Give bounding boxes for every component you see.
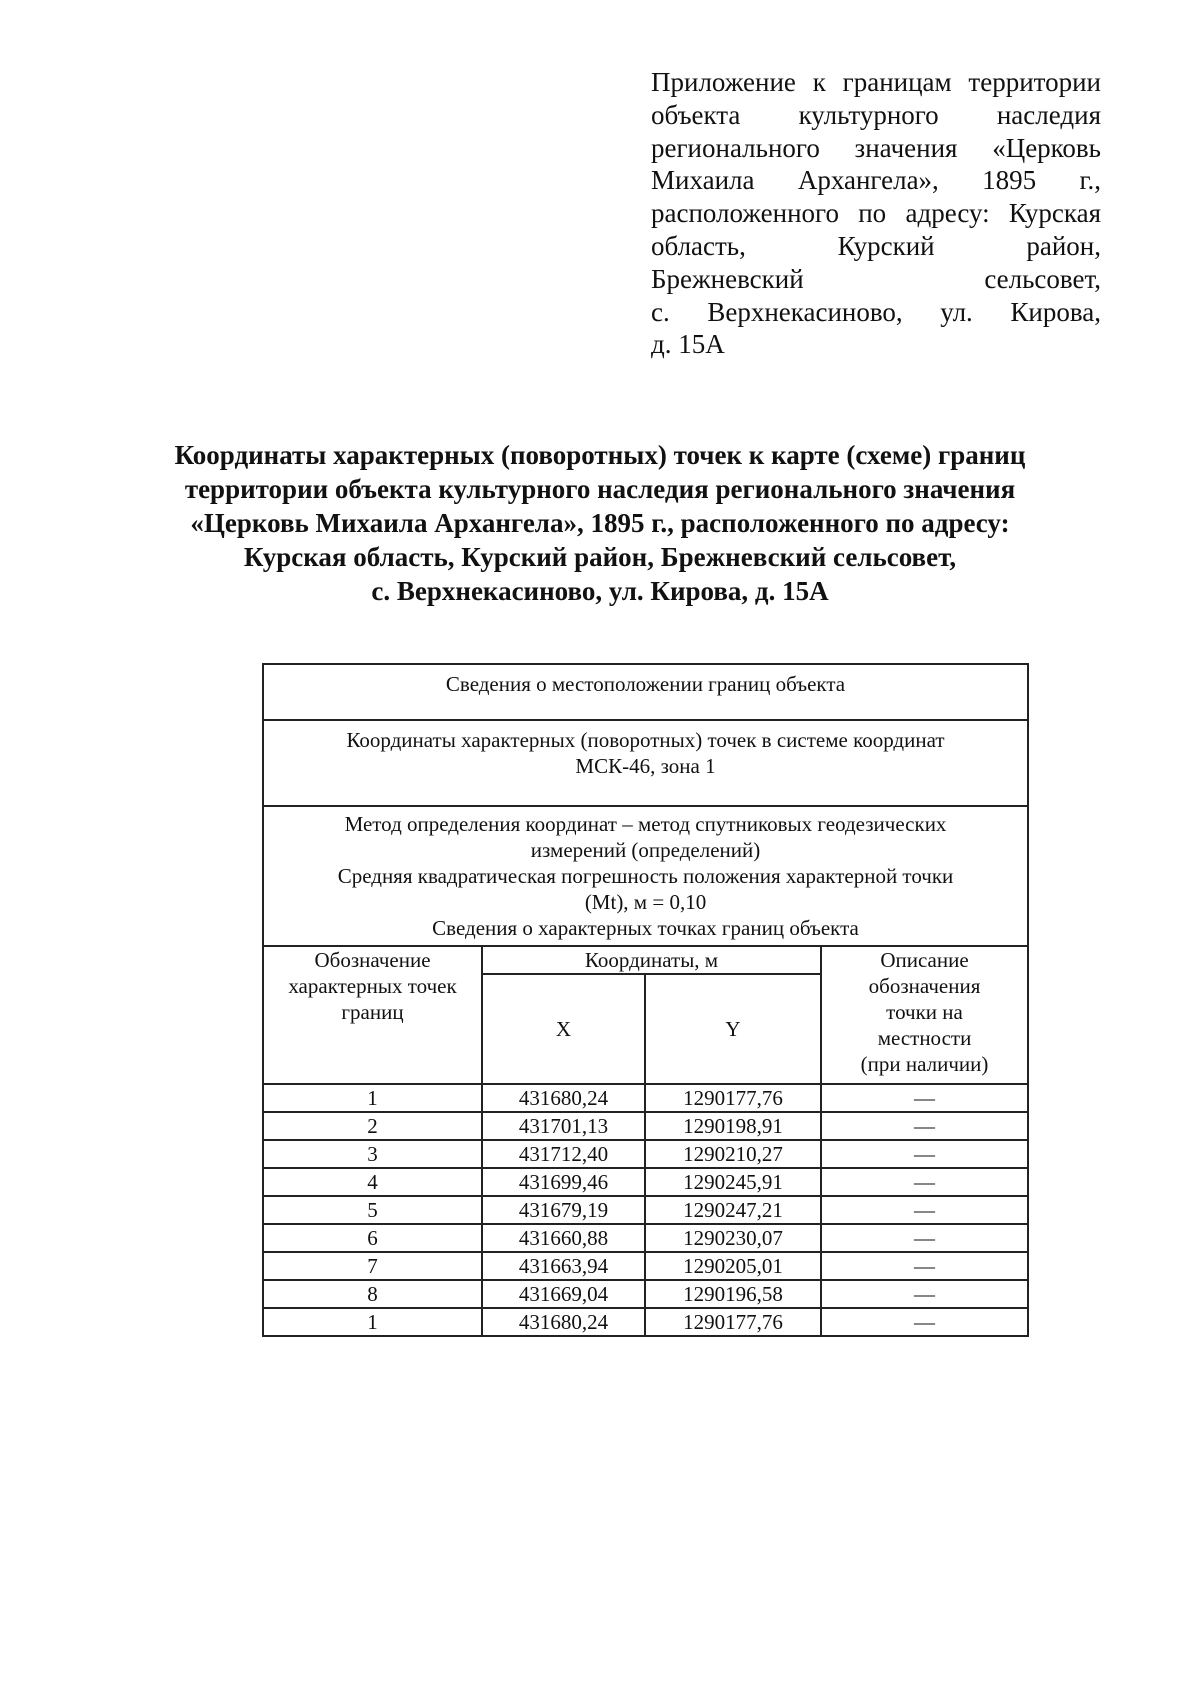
desc-cell: — [821, 1280, 1028, 1308]
boundary-info-cell [263, 664, 1028, 720]
table-info-row [263, 806, 1028, 946]
x-cell: 431660,88 [482, 1224, 645, 1252]
point-cell: 1 [263, 1084, 482, 1112]
coordinates-table [262, 663, 1029, 1337]
point-cell: 7 [263, 1252, 482, 1280]
cell-text: (при наличии) [860, 1052, 989, 1076]
table-row [263, 1168, 1028, 1196]
table-header-row [263, 946, 1028, 974]
cell-text: местности [877, 1026, 972, 1050]
cell-text: (Mt), м = 0,10 [584, 890, 707, 914]
appendix-line: расположенного по адресу: Курская [651, 198, 1101, 229]
table-row [263, 1112, 1028, 1140]
desc-cell: — [821, 1168, 1028, 1196]
table-row [263, 1308, 1028, 1336]
y-cell: 1290245,91 [645, 1168, 821, 1196]
desc-cell: — [821, 1084, 1028, 1112]
y-cell: 1290177,76 [645, 1084, 821, 1112]
appendix-line: Брежневский сельсовет, [651, 263, 1101, 294]
table-row [263, 1140, 1028, 1168]
y-cell: 1290230,07 [645, 1224, 821, 1252]
appendix-note [651, 66, 1101, 361]
title-line: Координаты характерных (поворотных) точек к карте (схеме) границ [174, 440, 1026, 470]
y-cell: 1290210,27 [645, 1140, 821, 1168]
table-row [263, 1084, 1028, 1112]
appendix-line: д. 15А [651, 329, 725, 360]
appendix-line: Приложение к границам территории [651, 67, 1101, 97]
cell-text: МСК-46, зона 1 [575, 754, 716, 778]
cell-text: Сведения о местоположении границ объекта [445, 672, 846, 696]
cell-text: X [555, 1017, 572, 1041]
point-cell: 8 [263, 1280, 482, 1308]
desc-cell: — [821, 1308, 1028, 1336]
y-cell: 1290247,21 [645, 1196, 821, 1224]
x-cell: 431663,94 [482, 1252, 645, 1280]
cell-text: границ [341, 1000, 404, 1024]
cell-text: Средняя квадратическая погрешность положения характерной точки [337, 864, 954, 888]
table-row [263, 1196, 1028, 1224]
x-cell: 431680,24 [482, 1084, 645, 1112]
table-row [263, 1224, 1028, 1252]
y-cell: 1290205,01 [645, 1252, 821, 1280]
table-info-row [263, 664, 1028, 720]
title-line: Курская область, Курский район, Брежневский сельсовет, [243, 542, 957, 572]
coordinates-header-cell [482, 946, 821, 974]
title-line: с. Верхнекасиново, ул. Кирова, д. 15А [371, 576, 829, 606]
table-row [263, 1280, 1028, 1308]
cell-text: Y [725, 1017, 741, 1041]
cell-text: Сведения о характерных точках границ объекта [432, 916, 859, 940]
table-row [263, 1252, 1028, 1280]
point-cell: 2 [263, 1112, 482, 1140]
x-cell: 431712,40 [482, 1140, 645, 1168]
x-cell: 431669,04 [482, 1280, 645, 1308]
cell-text: обозначения [868, 974, 981, 998]
appendix-line: с. Верхнекасиново, ул. Кирова, [651, 296, 1101, 327]
desc-cell: — [821, 1196, 1028, 1224]
point-cell: 5 [263, 1196, 482, 1224]
cell-text: точки на [886, 1000, 963, 1024]
document-title [150, 438, 1050, 608]
point-cell: 6 [263, 1224, 482, 1252]
cell-text: Координаты, м [584, 948, 719, 972]
cell-text: Координаты характерных (поворотных) точек в системе координат [346, 728, 945, 752]
desc-cell: — [821, 1140, 1028, 1168]
appendix-line: объекта культурного наследия [651, 99, 1101, 130]
cell-text: Обозначение [314, 948, 431, 972]
x-cell: 431679,19 [482, 1196, 645, 1224]
cell-text: характерных точек [288, 974, 457, 998]
cell-text: Метод определения координат – метод спутниковых геодезических [344, 812, 947, 836]
point-cell: 1 [263, 1308, 482, 1336]
title-line: «Церковь Михаила Архангела», 1895 г., расположенного по адресу: [190, 508, 1010, 538]
point-cell: 3 [263, 1140, 482, 1168]
x-cell: 431699,46 [482, 1168, 645, 1196]
desc-cell: — [821, 1252, 1028, 1280]
appendix-line: регионального значения «Церковь [651, 132, 1101, 163]
x-cell: 431701,13 [482, 1112, 645, 1140]
cell-text: измерений (определений) [530, 838, 761, 862]
coordinate-system-cell [263, 720, 1028, 806]
table-info-row [263, 720, 1028, 806]
point-cell: 4 [263, 1168, 482, 1196]
description-header-cell [821, 946, 1028, 1084]
x-header-cell [482, 974, 645, 1084]
y-cell: 1290196,58 [645, 1280, 821, 1308]
point-header-cell [263, 946, 482, 1084]
title-line: территории объекта культурного наследия регионального значения [184, 474, 1016, 504]
method-info-cell [263, 806, 1028, 946]
appendix-line: область, Курский район, [651, 230, 1101, 261]
y-header-cell [645, 974, 821, 1084]
cell-text: Описание [880, 948, 969, 972]
y-cell: 1290177,76 [645, 1308, 821, 1336]
x-cell: 431680,24 [482, 1308, 645, 1336]
y-cell: 1290198,91 [645, 1112, 821, 1140]
desc-cell: — [821, 1224, 1028, 1252]
desc-cell: — [821, 1112, 1028, 1140]
appendix-line: Михаила Архангела», 1895 г., [651, 165, 1101, 196]
